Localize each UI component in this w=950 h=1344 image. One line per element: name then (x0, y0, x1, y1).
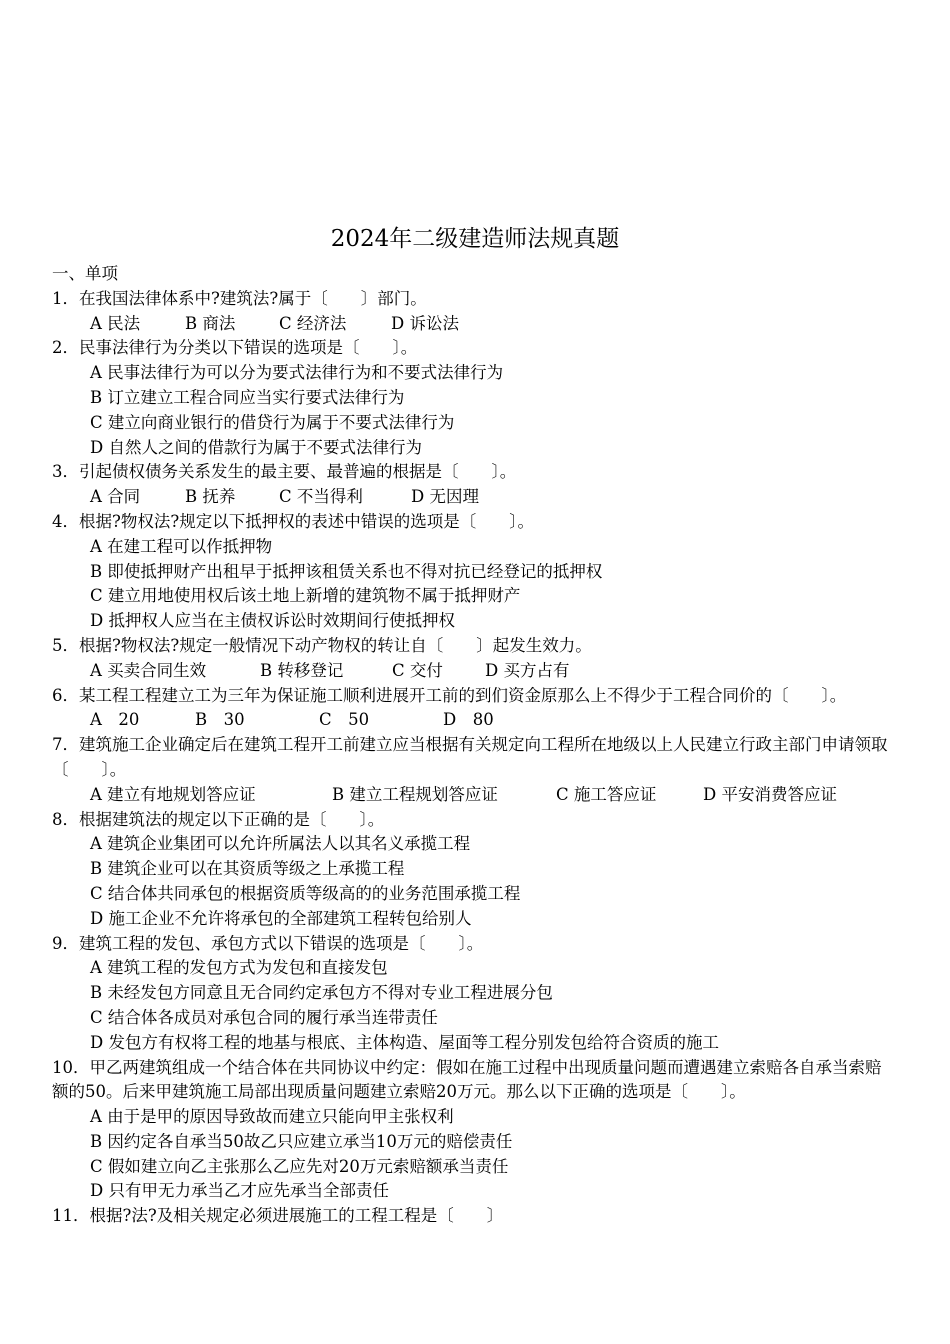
option: D 自然人之间的借款行为属于不要式法律行为 (90, 437, 422, 457)
option: A 在建工程可以作抵押物 (90, 536, 273, 556)
option: D 施工企业不允许将承包的全部建筑工程转包给别人 (90, 908, 472, 928)
option: A 建立有地规划答应证 (90, 784, 256, 804)
option: B 抚养 (185, 487, 236, 507)
option: B 转移登记 (260, 660, 344, 680)
option: D 无因理 (411, 487, 479, 507)
question-stem: 11．根据?法?及相关规定必须进展施工的工程工程是〔 〕 (52, 1206, 504, 1226)
question-options (52, 708, 894, 733)
option: D 诉讼法 (391, 313, 459, 333)
question-stem: 10．甲乙两建筑组成一个结合体在共同协议中约定：假如在施工过程中出现质量问题而遭遇建立索赔各自承当索赔额的50。后来甲建筑施工局部出现质量问题建立索赔20万元。那么以下正确的选项是〔 〕。 (52, 1057, 882, 1102)
question-options (52, 783, 894, 808)
option: A 建筑企业集团可以允许所属法人以其名义承揽工程 (90, 834, 471, 854)
question-stem: 4．根据?物权法?规定以下抵押权的表述中错误的选项是〔 〕。 (52, 511, 534, 531)
option: A 民法 (90, 313, 141, 333)
option: D 抵押权人应当在主债权诉讼时效期间行使抵押权 (90, 611, 455, 631)
option: A 20 (90, 710, 140, 730)
option: A 建筑工程的发包方式为发包和直接发包 (90, 958, 388, 978)
question-stem: 6．某工程工程建立工为三年为保证施工顺利进展开工前的到们资金原那么上不得少于工程合同价的〔 〕。 (52, 685, 847, 705)
section-heading: 一、单项 (52, 264, 118, 283)
option: C 施工答应证 (556, 784, 657, 804)
option: B 未经发包方同意且无合同约定承包方不得对专业工程进展分包 (90, 983, 553, 1003)
question-stem: 3．引起债权债务关系发生的最主要、最普遍的根据是〔 〕。 (52, 462, 517, 482)
option: C 50 (319, 710, 370, 730)
document-title: 2024年二级建造师法规真题 (330, 226, 620, 252)
option: A 买卖合同生效 (90, 660, 207, 680)
option: D 平安消费答应证 (703, 784, 837, 804)
option: C 结合体各成员对承包合同的履行承当连带责任 (90, 1007, 438, 1027)
question-options (52, 659, 894, 684)
option: D 买方占有 (485, 660, 570, 680)
option: B 商法 (185, 313, 236, 333)
option: B 订立建立工程合同应当实行要式法律行为 (90, 387, 405, 407)
option: B 建立工程规划答应证 (332, 784, 498, 804)
option: C 不当得利 (279, 487, 363, 507)
question-stem: 8．根据建筑法的规定以下正确的是〔 〕。 (52, 809, 385, 829)
question-stem: 1．在我国法律体系中?建筑法?属于〔 〕部门。 (52, 288, 427, 308)
option: D 发包方有权将工程的地基与根底、主体构造、屋面等工程分别发包给符合资质的施工 (90, 1032, 719, 1052)
option: B 建筑企业可以在其资质等级之上承揽工程 (90, 859, 405, 879)
option: B 即使抵押财产出租早于抵押该租赁关系也不得对抗已经登记的抵押权 (90, 561, 603, 581)
option: C 结合体共同承包的根据资质等级高的的业务范围承揽工程 (90, 883, 521, 903)
question-stem: 5．根据?物权法?规定一般情况下动产物权的转让自〔 〕起发生效力。 (52, 635, 592, 655)
option: B 30 (195, 710, 245, 730)
option: C 假如建立向乙主张那么乙应先对20万元索赔额承当责任 (90, 1156, 509, 1176)
question-stem: 9．建筑工程的发包、承包方式以下错误的选项是〔 〕。 (52, 933, 484, 953)
option: A 合同 (90, 487, 141, 507)
option: C 建立用地使用权后该土地上新增的建筑物不属于抵押财产 (90, 586, 521, 606)
question-options (52, 485, 894, 510)
question-stem: 7．建筑施工企业确定后在建筑工程开工前建立应当根据有关规定向工程所在地级以上人民建立行政主部门申请领取〔 〕。 (52, 735, 888, 779)
question-options (52, 312, 894, 337)
document-body (52, 262, 894, 1229)
option: A 由于是甲的原因导致故而建立只能向甲主张权利 (90, 1107, 454, 1127)
option: C 建立向商业银行的借贷行为属于不要式法律行为 (90, 412, 455, 432)
option: D 80 (443, 710, 494, 730)
option: A 民事法律行为可以分为要式法律行为和不要式法律行为 (90, 363, 504, 383)
option: D 只有甲无力承当乙才应先承当全部责任 (90, 1181, 389, 1201)
option: C 交付 (392, 660, 443, 680)
option: C 经济法 (279, 313, 347, 333)
option: B 因约定各自承当50故乙只应建立承当10万元的赔偿责任 (90, 1131, 513, 1151)
question-stem: 2．民事法律行为分类以下错误的选项是〔 〕。 (52, 338, 418, 358)
